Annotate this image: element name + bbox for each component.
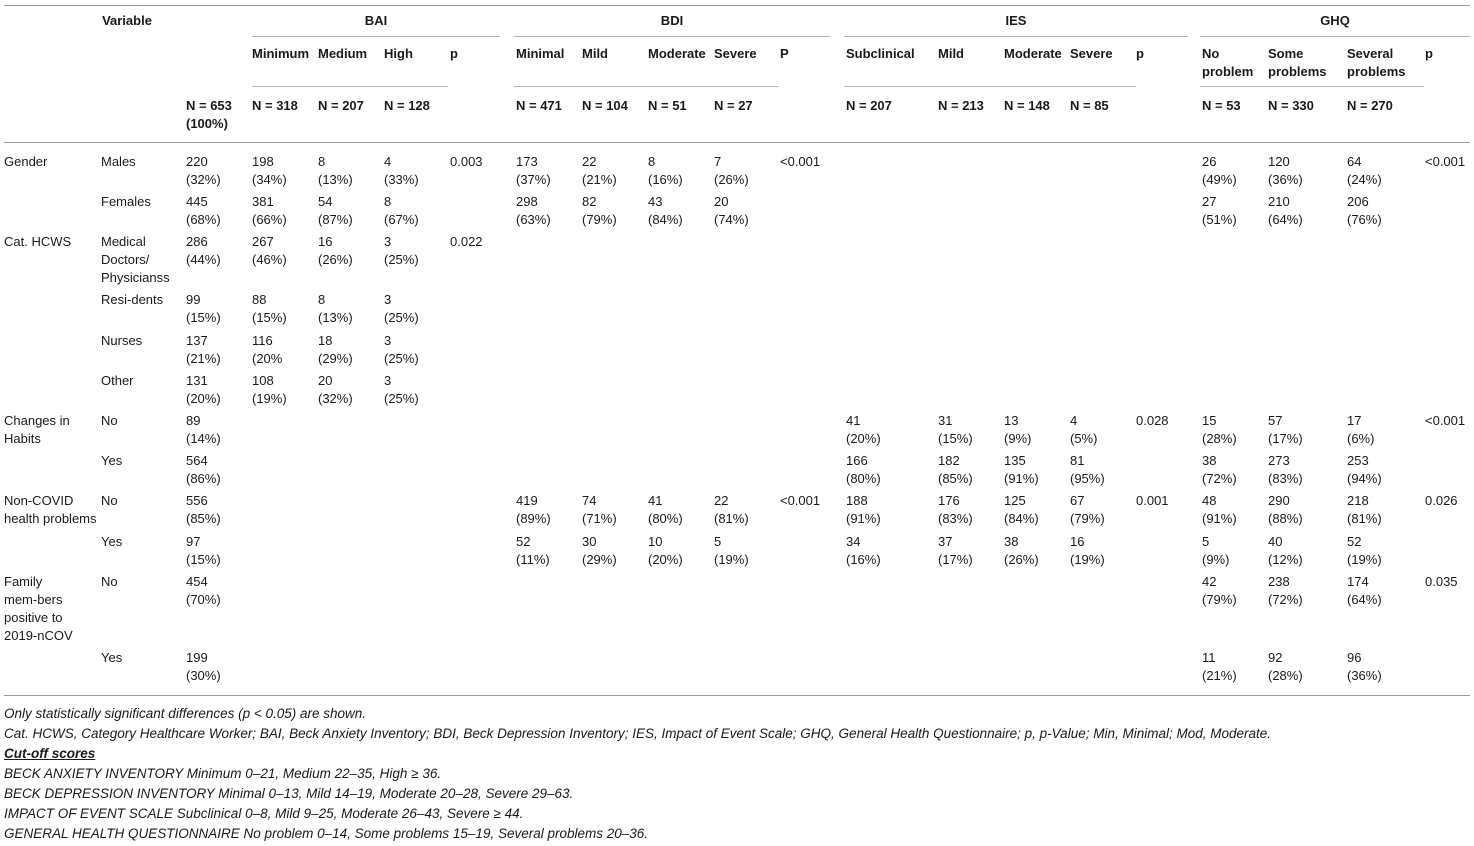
bdi-cell: 30 — [582, 534, 597, 549]
bdi-cell: 74 — [582, 493, 597, 508]
bai-cell: 4 — [384, 154, 392, 169]
row-category-label: Nurses — [101, 333, 143, 348]
ghq-cell: (64%) — [1268, 212, 1303, 227]
ies-cell: 81 — [1070, 453, 1085, 468]
total-cell: (30%) — [186, 668, 221, 683]
bai-cell: 0.022 — [450, 234, 483, 249]
bai-cell: 3 — [384, 234, 392, 249]
bai-cell: 3 — [384, 292, 392, 307]
ghq-cell: 15 — [1202, 413, 1217, 428]
ghq-cell: (72%) — [1202, 471, 1237, 486]
row-category-label: Doctors/ — [101, 252, 150, 267]
cutoff-bai: BECK ANXIETY INVENTORY Minimum 0–21, Medium 22–35, High ≥ 36. — [4, 766, 442, 781]
ies-cell: 38 — [1004, 534, 1019, 549]
bai-cell: (26%) — [318, 252, 353, 267]
table-bottom-rule — [4, 695, 1470, 696]
total-cell: (15%) — [186, 552, 221, 567]
ghq-col-header: Some — [1268, 46, 1304, 61]
bdi-cell: (20%) — [648, 552, 683, 567]
cutoff-ies: IMPACT OF EVENT SCALE Subclinical 0–8, Mild 9–25, Moderate 26–43, Severe ≥ 44. — [4, 806, 524, 821]
bdi-cell: 419 — [516, 493, 538, 508]
ghq-cell: 17 — [1347, 413, 1362, 428]
bdi-col-header: P — [780, 46, 789, 61]
bdi-cell: 22 — [714, 493, 729, 508]
ghq-cell: (94%) — [1347, 471, 1382, 486]
bai-n-header: N = 318 — [252, 98, 298, 113]
top-rule — [4, 5, 1470, 6]
total-cell: 454 — [186, 574, 208, 589]
ies-group-header: IES — [1005, 13, 1027, 28]
row-category-label: Other — [101, 373, 134, 388]
ies-cell: 182 — [938, 453, 960, 468]
ghq-cell: 64 — [1347, 154, 1362, 169]
bdi-cell: (84%) — [648, 212, 683, 227]
bai-cell: 88 — [252, 292, 267, 307]
bdi-col-header: Minimal — [516, 46, 565, 61]
bdi-cell: (37%) — [516, 172, 551, 187]
ghq-cell: 92 — [1268, 650, 1283, 665]
bdi-cell: 8 — [648, 154, 656, 169]
row-variable-label: Non-COVID — [4, 493, 74, 508]
bai-cell: 16 — [318, 234, 333, 249]
ghq-cell: 96 — [1347, 650, 1362, 665]
bai-cell: (33%) — [384, 172, 419, 187]
bdi-col-header: Moderate — [648, 46, 706, 61]
bai-cell: 8 — [318, 154, 326, 169]
ghq-cell: (72%) — [1268, 592, 1303, 607]
ghq-cell: (76%) — [1347, 212, 1382, 227]
ghq-n-header: N = 330 — [1268, 98, 1314, 113]
ghq-cell: (24%) — [1347, 172, 1382, 187]
n-rule-ies — [844, 86, 1136, 87]
total-cell: (32%) — [186, 172, 221, 187]
ies-cell: 125 — [1004, 493, 1026, 508]
cutoff-bdi: BECK DEPRESSION INVENTORY Minimal 0–13, Mild 14–19, Moderate 20–28, Severe 29–63. — [4, 786, 574, 801]
row-category-label: Males — [101, 154, 136, 169]
ghq-cell: (91%) — [1202, 511, 1237, 526]
variable-header: Variable — [102, 13, 152, 28]
ghq-cell: 218 — [1347, 493, 1369, 508]
bai-cell: 267 — [252, 234, 274, 249]
row-variable-label: Gender — [4, 154, 48, 169]
bai-col-header: High — [384, 46, 413, 61]
bai-cell: 198 — [252, 154, 274, 169]
ies-cell: (16%) — [846, 552, 881, 567]
row-category-label: No — [101, 413, 118, 428]
ghq-cell: 290 — [1268, 493, 1290, 508]
header-bottom-rule — [4, 142, 1470, 143]
group-rule-bdi — [514, 36, 830, 37]
bai-cell: (13%) — [318, 172, 353, 187]
ghq-cell: (28%) — [1268, 668, 1303, 683]
ies-cell: 166 — [846, 453, 868, 468]
row-category-label: Resi-dents — [101, 292, 164, 307]
bdi-cell: 82 — [582, 194, 597, 209]
ghq-n-header: N = 270 — [1347, 98, 1393, 113]
total-cell: 199 — [186, 650, 208, 665]
ghq-cell: 238 — [1268, 574, 1290, 589]
ghq-cell: (36%) — [1347, 668, 1382, 683]
bai-cell: 8 — [318, 292, 326, 307]
ies-cell: 176 — [938, 493, 960, 508]
total-cell: 220 — [186, 154, 208, 169]
ies-col-header: Subclinical — [846, 46, 915, 61]
ies-cell: 135 — [1004, 453, 1026, 468]
ies-cell: 0.001 — [1136, 493, 1169, 508]
bai-group-header: BAI — [364, 13, 388, 28]
bai-cell: (87%) — [318, 212, 353, 227]
bai-cell: 381 — [252, 194, 274, 209]
bdi-cell: 22 — [582, 154, 597, 169]
ghq-cell: 206 — [1347, 194, 1369, 209]
row-variable-label: Family — [4, 574, 43, 589]
ghq-cell: (51%) — [1202, 212, 1237, 227]
bai-cell: 20 — [318, 373, 333, 388]
bai-cell: (46%) — [252, 252, 287, 267]
ghq-cell: (19%) — [1347, 552, 1382, 567]
bai-cell: (34%) — [252, 172, 287, 187]
ies-cell: 37 — [938, 534, 953, 549]
ghq-col-header: problems — [1347, 64, 1406, 79]
total-cell: (86%) — [186, 471, 221, 486]
bdi-cell: 5 — [714, 534, 722, 549]
total-cell: 89 — [186, 413, 201, 428]
ies-cell: (84%) — [1004, 511, 1039, 526]
bdi-cell: 43 — [648, 194, 663, 209]
total-cell: (20%) — [186, 391, 221, 406]
ies-n-header: N = 85 — [1070, 98, 1109, 113]
row-variable-label: health problems — [4, 511, 97, 526]
ies-cell: (91%) — [1004, 471, 1039, 486]
cutoff-title: Cut-off scores — [4, 746, 96, 761]
ghq-cell: 52 — [1347, 534, 1362, 549]
ghq-cell: 11 — [1202, 650, 1216, 665]
bai-cell: (13%) — [318, 310, 353, 325]
n-rule-ghq — [1200, 86, 1424, 87]
bdi-cell: 52 — [516, 534, 531, 549]
total-cell: 131 — [186, 373, 208, 388]
bdi-cell: 20 — [714, 194, 729, 209]
ghq-cell: (9%) — [1202, 552, 1230, 567]
bai-cell: (15%) — [252, 310, 287, 325]
ies-col-header: p — [1136, 46, 1144, 61]
ies-cell: (85%) — [938, 471, 973, 486]
ies-cell: (80%) — [846, 471, 881, 486]
ghq-cell: (88%) — [1268, 511, 1303, 526]
ghq-cell: 210 — [1268, 194, 1290, 209]
bdi-cell: (26%) — [714, 172, 749, 187]
total-cell: (14%) — [186, 431, 221, 446]
ies-col-header: Severe — [1070, 46, 1113, 61]
bdi-cell: (16%) — [648, 172, 683, 187]
bdi-cell: (89%) — [516, 511, 551, 526]
ies-cell: 13 — [1004, 413, 1019, 428]
bai-n-header: N = 128 — [384, 98, 430, 113]
ghq-cell: 174 — [1347, 574, 1369, 589]
bdi-cell: 41 — [648, 493, 663, 508]
bai-col-header: Medium — [318, 46, 368, 61]
ghq-col-header: problems — [1268, 64, 1327, 79]
ghq-cell: 27 — [1202, 194, 1217, 209]
ghq-cell: (83%) — [1268, 471, 1303, 486]
ghq-cell: (21%) — [1202, 668, 1237, 683]
total-cell: 445 — [186, 194, 208, 209]
row-category-label: Yes — [101, 650, 123, 665]
bdi-cell: 173 — [516, 154, 538, 169]
ies-cell: 4 — [1070, 413, 1078, 428]
bdi-cell: (21%) — [582, 172, 617, 187]
bdi-n-header: N = 471 — [516, 98, 562, 113]
ghq-cell: 253 — [1347, 453, 1369, 468]
row-category-label: No — [101, 493, 118, 508]
bai-cell: (20% — [252, 351, 283, 366]
ies-cell: (15%) — [938, 431, 973, 446]
ghq-group-header: GHQ — [1320, 13, 1350, 28]
ies-cell: 31 — [938, 413, 953, 428]
bdi-cell: <0.001 — [780, 493, 821, 508]
ghq-cell: (6%) — [1347, 431, 1375, 446]
ghq-cell: 273 — [1268, 453, 1290, 468]
bai-cell: 116 — [252, 333, 273, 348]
total-cell: 564 — [186, 453, 208, 468]
ies-n-header: N = 213 — [938, 98, 984, 113]
bai-cell: (19%) — [252, 391, 287, 406]
ies-n-header: N = 148 — [1004, 98, 1050, 113]
ies-col-header: Mild — [938, 46, 964, 61]
bai-cell: (66%) — [252, 212, 287, 227]
group-rule-ies — [844, 36, 1188, 37]
bdi-cell: (63%) — [516, 212, 551, 227]
ies-cell: 41 — [846, 413, 861, 428]
row-variable-label: Changes in — [4, 413, 70, 428]
significance-note: Only statistically significant differences (p < 0.05) are shown. — [4, 706, 367, 721]
bai-cell: (25%) — [384, 391, 419, 406]
bai-cell: 54 — [318, 194, 333, 209]
row-variable-label: Cat. HCWS — [4, 234, 72, 249]
ghq-cell: (81%) — [1347, 511, 1382, 526]
ghq-cell: (36%) — [1268, 172, 1303, 187]
ies-cell: (79%) — [1070, 511, 1105, 526]
bai-cell: 18 — [318, 333, 333, 348]
ghq-cell: (12%) — [1268, 552, 1303, 567]
ies-cell: (83%) — [938, 511, 973, 526]
total-cell: (21%) — [186, 351, 221, 366]
bdi-cell: (74%) — [714, 212, 749, 227]
bai-cell: 8 — [384, 194, 392, 209]
bai-cell: (25%) — [384, 310, 419, 325]
bai-cell: 3 — [384, 373, 392, 388]
total-n-header: N = 653 — [186, 98, 232, 113]
ghq-cell: (64%) — [1347, 592, 1382, 607]
ghq-cell: 5 — [1202, 534, 1210, 549]
total-cell: 99 — [186, 292, 201, 307]
bai-cell: (67%) — [384, 212, 419, 227]
ies-cell: (5%) — [1070, 431, 1098, 446]
ies-cell: 16 — [1070, 534, 1085, 549]
ghq-cell: 38 — [1202, 453, 1217, 468]
ies-cell: (9%) — [1004, 431, 1032, 446]
ghq-cell: <0.001 — [1425, 154, 1466, 169]
bai-cell: (32%) — [318, 391, 353, 406]
bai-cell: (25%) — [384, 351, 419, 366]
total-cell: (85%) — [186, 511, 221, 526]
ghq-cell: 0.035 — [1425, 574, 1458, 589]
total-cell: (15%) — [186, 310, 221, 325]
bai-n-header: N = 207 — [318, 98, 364, 113]
bdi-cell: (11%) — [516, 552, 550, 567]
bdi-cell: (81%) — [714, 511, 749, 526]
bai-cell: (25%) — [384, 252, 419, 267]
row-category-label: Yes — [101, 453, 123, 468]
ghq-cell: 42 — [1202, 574, 1217, 589]
ghq-cell: <0.001 — [1425, 413, 1466, 428]
bdi-n-header: N = 104 — [582, 98, 628, 113]
ies-cell: 188 — [846, 493, 868, 508]
bai-col-header: p — [450, 46, 458, 61]
bai-cell: 0.003 — [450, 154, 483, 169]
ghq-cell: 48 — [1202, 493, 1217, 508]
bdi-col-header: Mild — [582, 46, 608, 61]
row-category-label: Yes — [101, 534, 123, 549]
group-rule-ghq — [1200, 36, 1470, 37]
ies-cell: (26%) — [1004, 552, 1039, 567]
bdi-col-header: Severe — [714, 46, 757, 61]
total-cell: (70%) — [186, 592, 221, 607]
bdi-cell: 10 — [648, 534, 663, 549]
ies-cell: 0.028 — [1136, 413, 1169, 428]
ies-n-header: N = 207 — [846, 98, 892, 113]
ies-cell: (20%) — [846, 431, 881, 446]
ghq-cell: (49%) — [1202, 172, 1237, 187]
ies-col-header: Moderate — [1004, 46, 1062, 61]
bdi-cell: (71%) — [582, 511, 617, 526]
bdi-cell: (29%) — [582, 552, 617, 567]
ies-cell: (17%) — [938, 552, 973, 567]
bdi-cell: <0.001 — [780, 154, 821, 169]
row-variable-label: positive to — [4, 610, 63, 625]
bai-cell: 3 — [384, 333, 392, 348]
n-rule-bai — [252, 86, 448, 87]
row-category-label: Females — [101, 194, 151, 209]
abbreviations-note: Cat. HCWS, Category Healthcare Worker; BAI, Beck Anxiety Inventory; BDI, Beck Depression Inventory; IES, Impact of Event Scale; GHQ, General Health Questionnaire; p, p-Value; Min, Minimal; Mod, Moderate. — [4, 726, 1272, 741]
total-cell: 286 — [186, 234, 208, 249]
row-category-label: No — [101, 574, 118, 589]
ies-cell: 34 — [846, 534, 861, 549]
group-rule-bai — [252, 36, 500, 37]
bai-col-header: Minimum — [252, 46, 310, 61]
ghq-cell: (17%) — [1268, 431, 1303, 446]
bdi-cell: (79%) — [582, 212, 617, 227]
row-category-label: Physicianss — [101, 270, 170, 285]
ghq-cell: 0.026 — [1425, 493, 1458, 508]
n-rule-bdi — [514, 86, 778, 87]
ghq-cell: 57 — [1268, 413, 1283, 428]
ghq-cell: (79%) — [1202, 592, 1237, 607]
row-variable-label: mem-bers — [4, 592, 63, 607]
ghq-col-header: No — [1202, 46, 1220, 61]
bai-cell: 108 — [252, 373, 274, 388]
bdi-cell: 298 — [516, 194, 538, 209]
bdi-n-header: N = 27 — [714, 98, 753, 113]
total-cell: 556 — [186, 493, 208, 508]
ghq-cell: (28%) — [1202, 431, 1237, 446]
ghq-cell: 120 — [1268, 154, 1290, 169]
bdi-cell: (80%) — [648, 511, 683, 526]
bai-cell: (29%) — [318, 351, 353, 366]
total-cell: 97 — [186, 534, 201, 549]
ghq-col-header: p — [1425, 46, 1433, 61]
ghq-col-header: problem — [1202, 64, 1254, 79]
bdi-group-header: BDI — [660, 13, 684, 28]
ies-cell: (19%) — [1070, 552, 1105, 567]
ghq-cell: 40 — [1268, 534, 1283, 549]
ies-cell: (95%) — [1070, 471, 1105, 486]
bdi-cell: 7 — [714, 154, 722, 169]
row-category-label: Medical — [101, 234, 146, 249]
total-cell: 137 — [186, 333, 208, 348]
row-variable-label: 2019-nCOV — [4, 628, 73, 643]
total-cell: (68%) — [186, 212, 221, 227]
cutoff-ghq: GENERAL HEALTH QUESTIONNAIRE No problem 0–14, Some problems 15–19, Several problems 20–36. — [4, 826, 649, 841]
bdi-cell: (19%) — [714, 552, 749, 567]
ghq-col-header: Several — [1347, 46, 1394, 61]
total-n-header: (100%) — [186, 116, 228, 131]
row-variable-label: Habits — [4, 431, 41, 446]
bdi-n-header: N = 51 — [648, 98, 687, 113]
ghq-n-header: N = 53 — [1202, 98, 1241, 113]
ies-cell: (91%) — [846, 511, 881, 526]
ghq-cell: 26 — [1202, 154, 1217, 169]
total-cell: (44%) — [186, 252, 221, 267]
ies-cell: 67 — [1070, 493, 1085, 508]
